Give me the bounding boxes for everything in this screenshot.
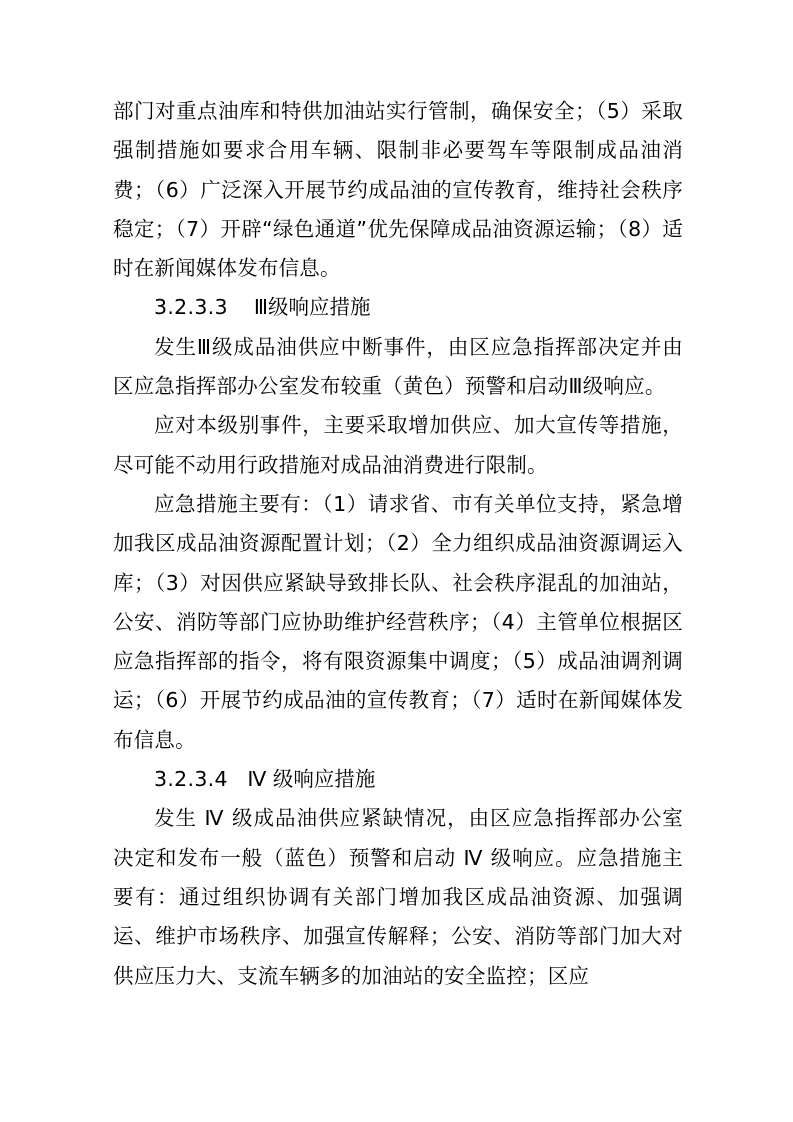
heading-title: Ⅳ 级响应措施 bbox=[247, 767, 376, 792]
heading-number: 3.2.3.4 bbox=[154, 767, 228, 792]
paragraph-level3-measures: 应急措施主要有：（1）请求省、市有关单位支持，紧急增加我区成品油资源配置计划；（2）全力组织成品油资源调运入库；（3）对因供应紧缺导致排长队、社会秩序混乱的加油站，公安、消防等部门应协助维护经营秩序；（4）主管单位根据区应急指挥部的指令，将有限资源集中调度；（5）成品油调剂调运；（6）开展节约成品油的宣传教育；（7）适时在新闻媒体发布信息。 bbox=[113, 491, 683, 752]
paragraph-level3-trigger: 发生Ⅲ级成品油供应中断事件，由区应急指挥部决定并由区应急指挥部办公室发布较重（黄色）预警和启动Ⅲ级响应。 bbox=[113, 334, 683, 399]
paragraph-level3-approach: 应对本级别事件，主要采取增加供应、加大宣传等措施，尽可能不动用行政措施对成品油消费进行限制。 bbox=[113, 413, 683, 477]
heading-3-2-3-4 bbox=[113, 760, 683, 799]
paragraph-continued-measures: 部门对重点油库和特供加油站实行管制，确保安全；（5）采取强制措施如要求合用车辆、限制非必要驾车等限制成品油消费；（6）广泛深入开展节约成品油的宣传教育，维持社会秩序稳定；（7）开辟“绿色通道”优先保障成品油资源运输；（8）适时在新闻媒体发布信息。 bbox=[113, 99, 683, 281]
heading-3-2-3-3 bbox=[113, 288, 683, 327]
page-text-column bbox=[113, 92, 683, 996]
heading-number: 3.2.3.3 bbox=[154, 295, 228, 320]
paragraph-level4: 发生 Ⅳ 级成品油供应紧缺情况，由区应急指挥部办公室决定和发布一般（蓝色）预警和启动 Ⅳ 级响应。应急措施主要有：通过组织协调有关部门增加我区成品油资源、加强调运、维护市场秩序、加强宣传解释；公安、消防等部门加大对供应压力大、支流车辆多的加油站的安全监控；区应 bbox=[113, 806, 683, 988]
heading-title: Ⅲ级响应措施 bbox=[253, 295, 371, 320]
